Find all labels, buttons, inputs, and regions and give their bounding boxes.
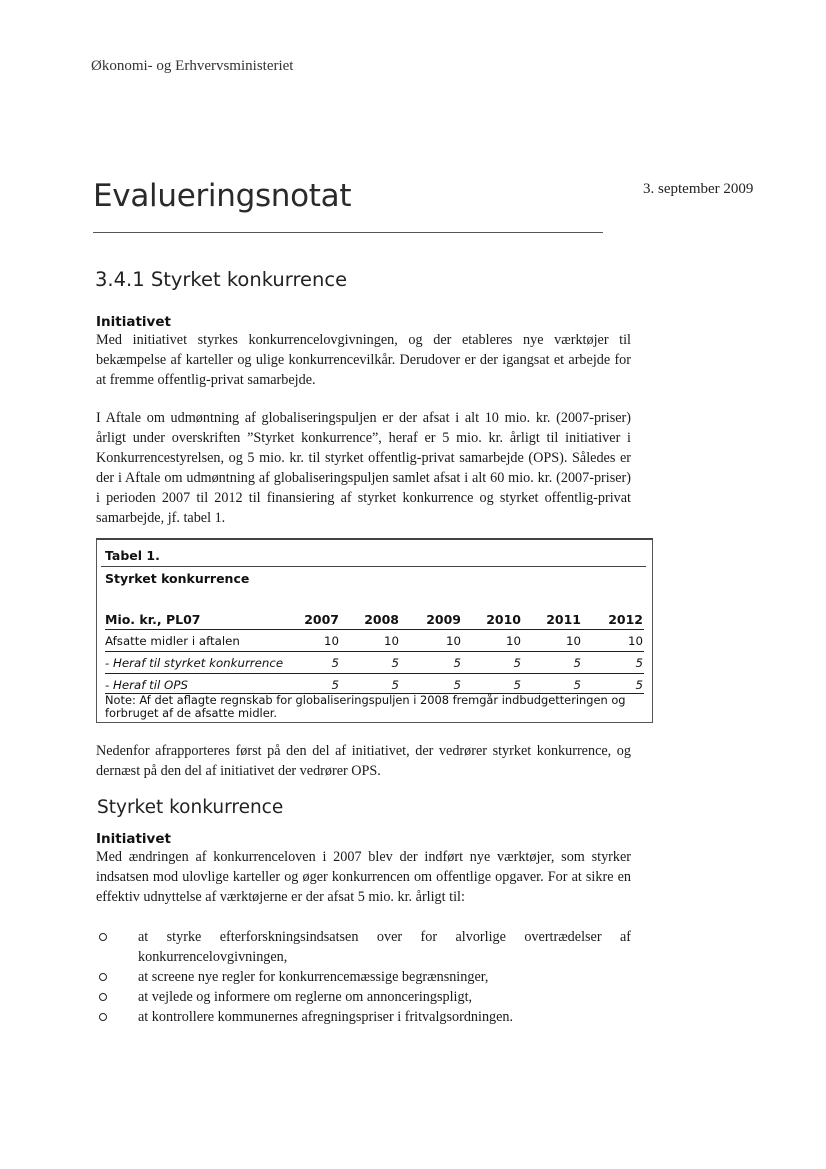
row-label: - Heraf til OPS <box>105 678 188 692</box>
initiative-heading: Initiativet <box>96 314 171 330</box>
year-header: 2009 <box>426 612 461 627</box>
table-note: Note: Af det aflagte regnskab for globaliseringspuljen i 2008 fremgår indbudgetteringen og forbruget af de afsatte midler. <box>105 693 626 720</box>
table-cell: 5 <box>453 656 461 670</box>
table-cell: 10 <box>383 634 399 648</box>
table-caption: Styrket konkurrence <box>105 571 250 586</box>
table-cell: 5 <box>635 656 643 670</box>
table-1 <box>96 538 653 723</box>
document-date: 3. september 2009 <box>643 181 754 197</box>
subsection-initiative-heading: Initiativet <box>96 831 171 847</box>
list-item-text: at kontrollere kommunernes afregningspriser i fritvalgsordningen. <box>138 1009 514 1025</box>
funding-paragraph <box>96 408 631 528</box>
table-cell: 5 <box>513 678 521 692</box>
intro-paragraph <box>96 330 631 390</box>
table-row <box>105 656 644 674</box>
table-cell: 10 <box>565 634 581 648</box>
table-cell: 5 <box>391 678 399 692</box>
table-cell: 5 <box>573 678 581 692</box>
intro-text: Med initiativet styrkes konkurrencelovgivningen, og der etableres nye værktøjer til bekæmpelse af karteller og ulige konkurrencevilkår. Derudover er der igangsat et arbejde for at fremme offentlig-privat samarbejde. <box>96 332 631 388</box>
subsection-text: Med ændringen af konkurrenceloven i 2007 blev der indført nye værktøjer, som styrker indsatsen mod ulovlige karteller og øger konkurrencen om offentlige opgaver. For at sikre en effektiv udnyttelse af værktøjerne er der afsat 5 mio. kr. årligt til: <box>96 849 631 905</box>
document-title: Evalueringsnotat <box>93 178 352 214</box>
list-item-text: at vejlede og informere om reglerne om annonceringspligt, <box>138 989 473 1005</box>
year-header: 2008 <box>364 612 399 627</box>
table-label-divider <box>101 566 646 567</box>
year-header: 2007 <box>304 612 339 627</box>
table-cell: 5 <box>331 656 339 670</box>
year-header: 2010 <box>486 612 521 627</box>
table-label: Tabel 1. <box>105 548 160 563</box>
bullet-icon <box>99 1013 107 1021</box>
row-label: Afsatte midler i aftalen <box>105 634 240 648</box>
year-header: 2012 <box>608 612 643 627</box>
after-table-text: Nedenfor afrapporteres først på den del af initiativet, der vedrører styrket konkurrence, og dernæst på den del af initiativet der vedrører OPS. <box>96 743 631 779</box>
ministry-name: Økonomi- og Erhvervsministeriet <box>91 58 294 74</box>
subsection-paragraph <box>96 847 631 907</box>
list-item <box>96 987 631 1007</box>
table-cell: 5 <box>453 678 461 692</box>
table-cell: 5 <box>635 678 643 692</box>
list-item-text: at screene nye regler for konkurrencemæssige begrænsninger, <box>138 969 489 985</box>
table-cell: 10 <box>505 634 521 648</box>
section-title: 3.4.1 Styrket konkurrence <box>95 268 348 291</box>
row-divider <box>105 673 644 674</box>
table-cell: 5 <box>391 656 399 670</box>
bullet-icon <box>99 933 107 941</box>
row-divider <box>105 629 644 630</box>
table-header-row <box>105 612 644 630</box>
list-item-text: at styrke efterforskningsindsatsen over for alvorlige overtrædelser af konkurrencelovgivningen, <box>138 929 631 965</box>
table-cell: 5 <box>331 678 339 692</box>
table-cell: 10 <box>445 634 461 648</box>
bullet-list <box>96 927 631 1027</box>
list-item <box>96 1007 631 1027</box>
table-header-label: Mio. kr., PL07 <box>105 612 201 627</box>
after-table-paragraph <box>96 741 631 781</box>
row-divider <box>105 651 644 652</box>
title-divider <box>93 232 603 233</box>
year-header: 2011 <box>546 612 581 627</box>
table-cell: 10 <box>323 634 339 648</box>
list-item <box>96 967 631 987</box>
list-item <box>96 927 631 967</box>
bullet-icon <box>99 973 107 981</box>
row-label: - Heraf til styrket konkurrence <box>105 656 284 670</box>
table-cell: 5 <box>573 656 581 670</box>
subsection-title: Styrket konkurrence <box>97 797 284 818</box>
funding-text: I Aftale om udmøntning af globaliseringspuljen er der afsat i alt 10 mio. kr. (2007-priser) årligt under overskriften ”Styrket konkurrence”, heraf er 5 mio. kr. årligt til initiativer i Konkurrencestyrelsen, og 5 mio. kr. til styrket offentlig-privat samarbejde (OPS). Således er der i Aftale om udmøntning af globaliseringspuljen samlet afsat i alt 60 mio. kr. (2007-priser) i perioden 2007 til 2012 til finansiering af styrket konkurrence og styrket offentlig-privat samarbejde, jf. tabel 1. <box>96 410 631 526</box>
bullet-icon <box>99 993 107 1001</box>
table-cell: 5 <box>513 656 521 670</box>
table-cell: 10 <box>627 634 643 648</box>
table-row <box>105 634 644 652</box>
